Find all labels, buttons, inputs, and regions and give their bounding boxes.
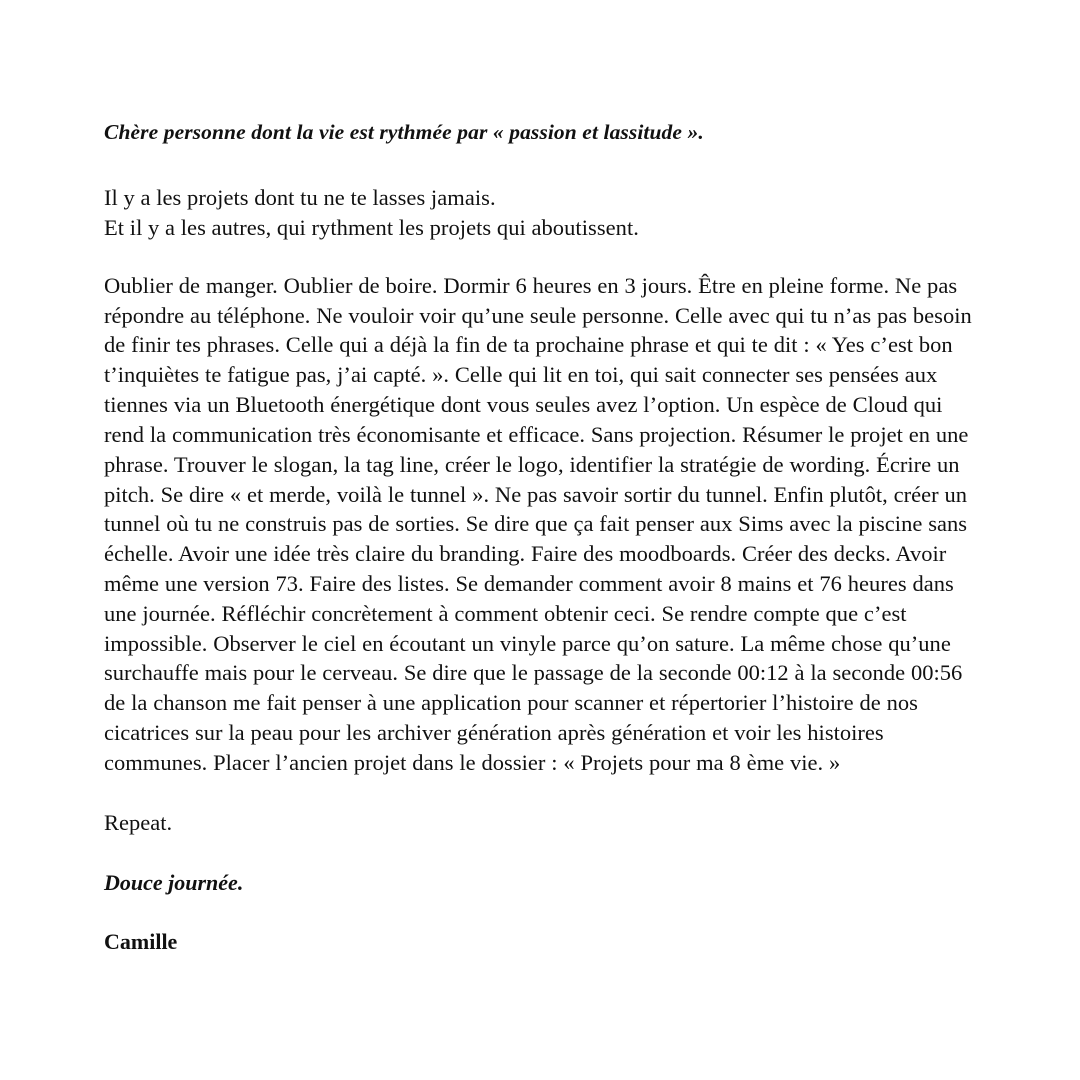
letter-signature: Camille <box>104 928 178 954</box>
letter-intro-line-1: Il y a les projets dont tu ne te lasses jamais. <box>104 185 496 211</box>
letter-repeat-line: Repeat. <box>104 809 173 835</box>
letter-body <box>104 118 984 956</box>
letter-main-paragraph: Oublier de manger. Oublier de boire. Dormir 6 heures en 3 jours. Être en pleine forme. Ne pas répondre au téléphone. Ne vouloir voir qu’une seule personne. Celle avec qui tu n’as pas besoin de finir tes phrases. Celle qui a déjà la fin de ta prochaine phrase et qui te dit : « Yes c’est bon t’inquiètes te fatigue pas, j’ai capté. ». Celle qui lit en toi, qui sait connecter ses pensées aux tiennes via un Bluetooth énergétique dont vous seules avez l’option. Un espèce de Cloud qui rend la communication très économisante et efficace. Sans projection. Résumer le projet en une phrase. Trouver le slogan, la tag line, créer le logo, identifier la stratégie de wording. Écrire un pitch. Se dire « et merde, voilà le tunnel ». Ne pas savoir sortir du tunnel. Enfin plutôt, créer un tunnel où tu ne construis pas de sorties. Se dire que ça fait penser aux Sims avec la piscine sans échelle. Avoir une idée très claire du branding. Faire des moodboards. Créer des decks. Avoir même une version 73. Faire des listes. Se demander comment avoir 8 mains et 76 heures dans une journée. Réfléchir concrètement à comment obtenir ceci. Se rendre compte que c’est impossible. Observer le ciel en écoutant un vinyle parce qu’on sature. La même chose qu’une surchauffe mais pour le cerveau. Se dire que le passage de la seconde 00:12 à la seconde 00:56 de la chanson me fait penser à une application pour scanner et répertorier l’histoire de nos cicatrices sur la peau pour les archiver génération après génération et voir les histoires communes. Placer l’ancien projet dans le dossier : « Projets pour ma 8 ème vie. » <box>104 272 972 775</box>
letter-salutation: Chère personne dont la vie est rythmée par « passion et lassitude ». <box>104 120 704 144</box>
letter-closing: Douce journée. <box>104 869 244 895</box>
letter-intro-line-2: Et il y a les autres, qui rythment les projets qui aboutissent. <box>104 214 639 240</box>
letter-intro-paragraph <box>104 183 984 243</box>
